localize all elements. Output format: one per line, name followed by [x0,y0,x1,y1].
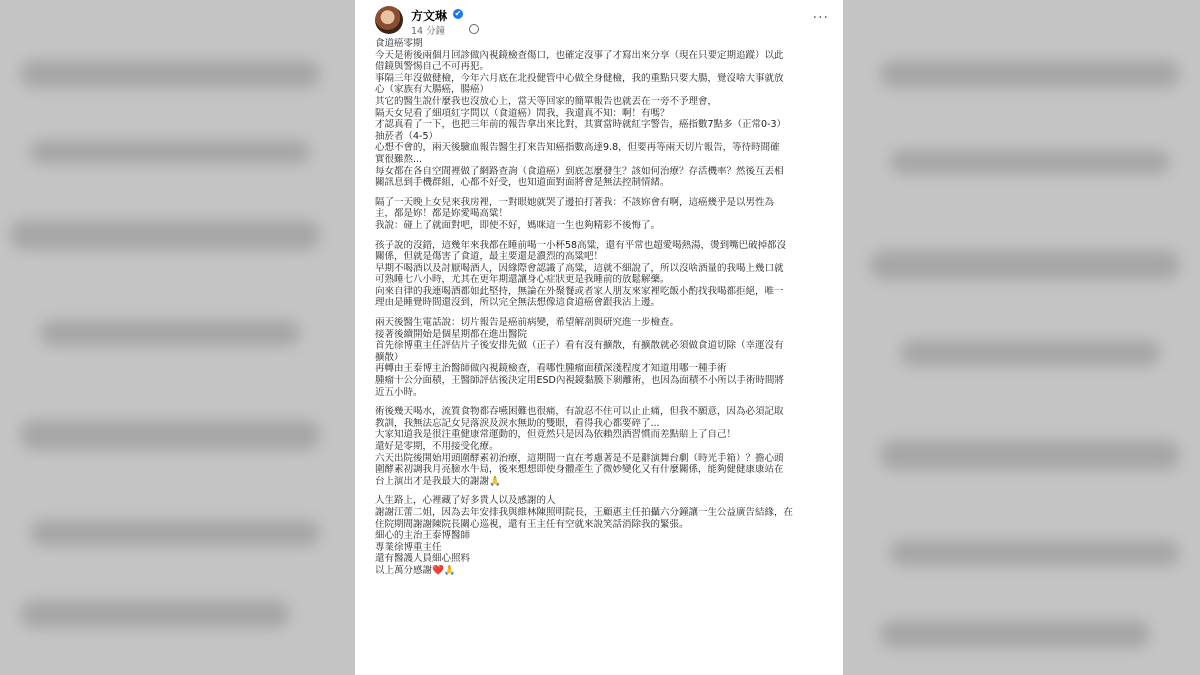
post-body [375,38,839,585]
backdrop-blur [890,150,1170,174]
author-name[interactable]: 方文琳 [411,9,448,23]
post-paragraph [375,197,839,232]
backdrop-blur [880,440,1180,470]
post-paragraph [375,495,839,576]
post-text-line: 今天是術後兩個月回診做內視鏡檢查傷口，也確定沒事了才寫出來分享（現在只要定期追蹤）以此 [375,49,784,61]
backdrop-blur [900,340,1160,366]
post-text-line: 還好是零期，不用接受化療。 [375,441,499,452]
post-text-line: 我說：碰上了就面對吧，即使不好，媽咪這一生也夠精彩不後悔了。 [375,219,661,231]
post-text-line: 台上演出才是我最大的謝謝🙏 [375,475,501,487]
post-text-line: 大家知道我是很注重健康常運動的，但竟然只是因為依賴烈酒習慣而差點賠上了自己！ [375,429,737,441]
post-text-line: 近五小時。 [375,386,423,398]
post-text-line: 可熟睡七八小時，尤其在更年期還讓身心症狀更是我睡前的放鬆解藥。 [375,274,670,286]
verified-badge-icon: ✔ [454,9,462,18]
post-text-line: 事隔三年沒做健檢，今年六月底在北投健管中心做全身健檢，我的重點只要大腸，覺沒啥大事就放 [375,72,784,84]
post-text-line: 其它的醫生說什麼我也沒放心上，當天等回家的簡單報告也就丟在一旁不予理會， [375,95,718,107]
post-text-line: 實很難熬... [375,153,423,165]
backdrop-blur [870,250,1180,280]
post-header [375,6,833,36]
post-paragraph [375,240,839,310]
backdrop-blur [20,420,320,450]
post-text-line: 孩子說的沒錯，這幾年來我都在睡前喝一小杯58高粱，還有平常也超愛喝熱湯，燙到嘴巴破掉都沒 [375,239,787,251]
post-text-line: 腫瘤十公分面積，王醫師評估後決定用ESD內視鏡黏膜下剝離術，也因為面積不小所以手術時間將 [375,375,784,387]
post-text-line: 人生路上，心裡藏了好多貴人以及感謝的人 [375,495,556,507]
post-text-line: 教訓，我無法忘記女兒落淚及淚水無助的雙眼，看得我心都要碎了... [375,417,660,429]
backdrop-blur [880,60,1180,88]
backdrop-blur [30,520,320,546]
post-text-line: 術後幾天喝水，流質食物都吞嚥困難也很痛，有說忍不住可以止止痛，但我不願意，因為必須記取 [375,406,784,418]
post-text-line: 再轉由王泰博主治醫師做內視鏡檢查，看哪性腫瘤面積深淺程度才知道用哪一種手術 [375,363,727,375]
post-text-line: 圍酵素初調我月亮臉水牛局，後來想想即使身體產生了微妙變化又有什麼關係，能夠健健康康站在 [375,464,784,476]
post-text-line: 心想不會的，兩天後驗血報告醫生打來告知癌指數高達9.8，但要再等兩天切片報告，等待時間確 [375,142,780,154]
backdrop-blur [20,600,290,628]
post-text-line: 以上萬分感謝❤️🙏 [375,564,456,576]
post-text-line: 細心的主治王泰博醫師 [375,530,471,542]
post-text-line: 專業徐博重主任 [375,541,442,553]
post-text-line: 兩天後醫生電話說：切片報告是癌前病變，希望解剖與研究進一步檢查。 [375,317,680,329]
post-text-line: 食道癌零期 [375,38,423,49]
post-text-line: 理由是睡覺時間還沒到，所以完全無法想像這食道癌會跟我沾上邊。 [375,297,661,309]
backdrop-blur [10,220,320,250]
post-text-line: 還有醫護人員細心照料 [375,553,471,565]
backdrop-blur [890,540,1180,566]
post-text-line: 抽菸者（4-5） [375,130,439,142]
post-paragraph [375,38,839,189]
post-text-line: 六天出院後開始用頭圍酵素初治療，這期間一直在考慮著是不是辭演舞台劇（時光手箱）？擔心頭 [375,452,784,464]
more-options-button[interactable]: ··· [812,10,829,26]
post-text-line: 接著後續開始是個星期都在進出醫院 [375,328,528,340]
author-avatar[interactable] [375,6,403,34]
backdrop-blur [40,320,300,346]
post-text-line: 住院期間謝謝陳院長關心巡視，還有王主任有空就來說笑話消除我的緊張。 [375,518,689,530]
post-text-line: 首先徐博重主任評估片子後安排先做（正子）看有沒有擴散，有擴散就必須做食道切除（幸運沒有 [375,340,784,352]
post-text-line: 謝謝江蕾二姐，因為去年安排我與維林陳照明院長，王顧惠主任拍攝六分鐘讓一生公益廣告結緣，在 [375,506,794,518]
post-text-line: 隔了一天晚上女兒來我房裡，一對眼她就哭了邊拍打著我：不該妳會有啊，這癌幾乎是以男性為 [375,196,775,208]
post-text-line: 擴散） [375,351,404,363]
backdrop-blur [20,60,320,88]
post-text-line: 借鏡與警惕自己不可再犯。 [375,61,490,73]
post-text-line: 關係，但就是傷害了食道，最主要還是濃烈的高粱吧！ [375,251,604,263]
post-text-line: 主，都是妳！都是妳愛喝高粱！ [375,208,509,220]
backdrop-blur [30,140,310,164]
post-text-line: 隔天女兒看了細項紅字問以（食道癌）問我，我還真不知：啊！有嗎？ [375,107,670,119]
facebook-post [355,0,843,675]
post-text-line: 每女都在各自空間裡做了網路查詢（食道癌）到底怎麼發生？該如何治療？存活機率？然後互丟相 [375,165,784,177]
post-paragraph [375,317,839,398]
post-text-line: 早期不喝酒以及討厭喝酒人，因緣際會認識了高粱，這就不細說了，所以沒啥酒量的我喝上幾口就 [375,262,784,274]
post-text-line: 才認真看了一下，也把三年前的報告拿出來比對，其實當時就紅字警告，癌指數7點多（正常0-3） [375,119,787,131]
post-text-line: 關訊息到手機群組，心都不好受，也知道面對面將會是無法控制情緒。 [375,177,670,189]
public-globe-icon [469,24,479,34]
post-paragraph [375,406,839,487]
post-text-line: 心（家族有大腸癌，腸癌） [375,84,490,96]
backdrop-blur [880,620,1150,648]
post-text-line: 向來自律的我連喝酒都如此堅持，無論在外聚餐或者家人朋友來家裡吃飯小酌找我喝都拒絕，唯一 [375,285,784,297]
post-timestamp[interactable]: 14 分鐘 [411,26,446,37]
